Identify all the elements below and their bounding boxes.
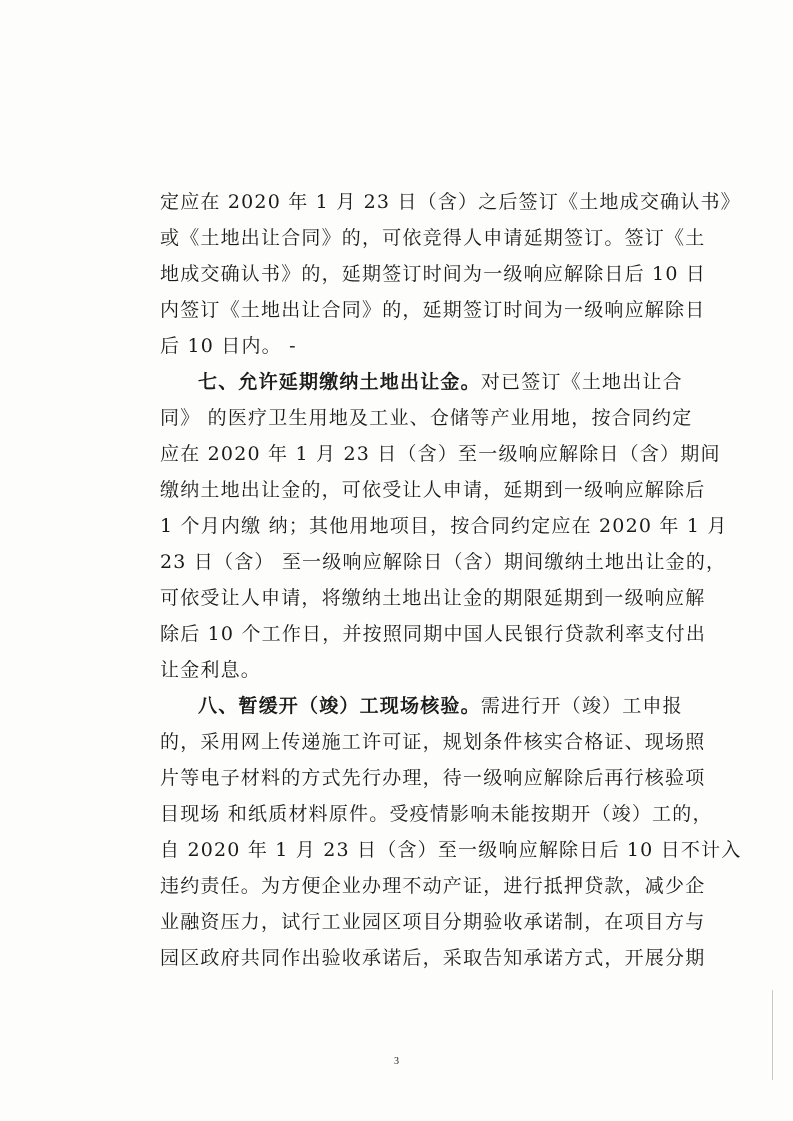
- text-line: 除后 10 个工作日，并按照同期中国人民银行贷款利率支付出: [160, 623, 707, 645]
- text-line: 业融资压力，试行工业园区项目分期验收承诺制，在项目方与: [160, 911, 706, 933]
- text-line: 同》 的医疗卫生用地及工业、仓储等产业用地，按合同约定: [160, 407, 693, 429]
- text-line: 定应在 2020 年 1 月 23 日（含）之后签订《土地成交确认书》: [160, 191, 741, 213]
- text-line: 目现场 和纸质材料原件。受疫情影响未能按期开（竣）工的，: [160, 803, 713, 825]
- page-number: 3: [394, 1056, 399, 1067]
- section-7-first-line: [160, 364, 700, 400]
- text-line: 23 日（含） 至一级响应解除日（含）期间缴纳土地出让金的，: [160, 551, 727, 573]
- text-line: 的，采用网上传递施工许可证，规划条件核实合格证、现场照: [160, 731, 706, 753]
- text-line: 可依受让人申请，将缴纳土地出让金的期限延期到一级响应解: [160, 587, 706, 609]
- section-8-heading: 八、暂缓开（竣）工现场核验。: [198, 695, 481, 717]
- text-line: 内签订《土地出让合同》的，延期签订时间为一级响应解除日: [160, 299, 706, 321]
- text-line: 或《土地出让合同》的，可依竞得人申请延期签订。签订《土: [160, 227, 706, 249]
- text-line: 自 2020 年 1 月 23 日（含）至一级响应解除日后 10 日不计入: [160, 839, 742, 861]
- text-line: 应在 2020 年 1 月 23 日（含）至一级响应解除日（含）期间: [160, 443, 721, 465]
- body-text: [160, 184, 742, 976]
- text-line: 后 10 日内。 -: [160, 335, 297, 357]
- section-7-heading: 七、允许延期缴纳土地出让金。: [198, 371, 481, 393]
- text-line: 片等电子材料的方式先行办理，待一级响应解除后再行核验项: [160, 767, 706, 789]
- section-8-lead-text: 需进行开（竣）工申报: [480, 695, 683, 717]
- text-line: 让金利息。: [160, 659, 262, 681]
- section-7-lead-text: 对已签订《土地出让合: [480, 371, 683, 393]
- text-line: 地成交确认书》的，延期签订时间为一级响应解除日后 10 日: [160, 263, 707, 285]
- text-line: 1 个月内缴 纳；其他用地项目，按合同约定应在 2020 年 1 月: [160, 515, 728, 537]
- text-line: 园区政府共同作出验收承诺后，采取告知承诺方式，开展分期: [160, 947, 706, 969]
- section-8-first-line: [160, 688, 700, 724]
- text-line: 缴纳土地出让金的，可依受让人申请，延期到一级响应解除后: [160, 479, 706, 501]
- text-line: 违约责任。为方便企业办理不动产证，进行抵押贷款，减少企: [160, 875, 706, 897]
